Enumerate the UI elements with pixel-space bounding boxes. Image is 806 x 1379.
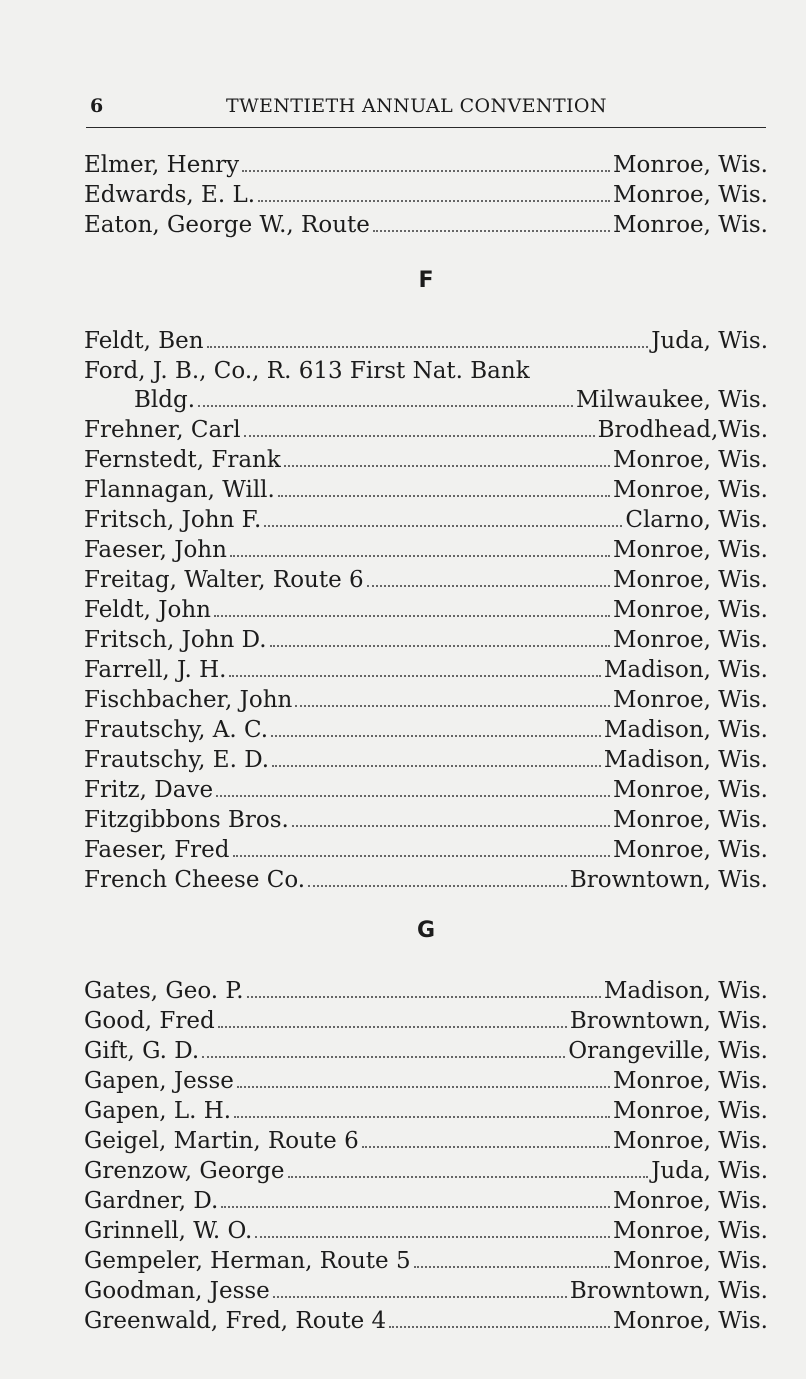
dot-leader — [308, 885, 567, 887]
list-item — [84, 1276, 768, 1306]
list-item — [84, 1306, 768, 1336]
list-item — [84, 326, 768, 356]
entry-place: Monroe, Wis. — [613, 1188, 768, 1214]
entry-name: Fischbacher, John — [84, 687, 293, 713]
dot-leader — [258, 200, 610, 202]
list-item — [84, 1216, 768, 1246]
entry-place: Monroe, Wis. — [613, 837, 768, 863]
list-item — [84, 210, 768, 240]
entry-name: Frautschy, E. D. — [84, 747, 270, 773]
entry-place: Milwaukee, Wis. — [576, 387, 768, 413]
running-head-title: TWENTIETH ANNUAL CONVENTION — [226, 95, 607, 117]
list-item — [84, 180, 768, 210]
dot-leader — [273, 1296, 567, 1298]
entry-place: Madison, Wis. — [603, 747, 768, 773]
entry-place: Monroe, Wis. — [613, 687, 768, 713]
page-header — [0, 93, 806, 123]
entry-name: French Cheese Co. — [84, 867, 306, 893]
entry-place: Monroe, Wis. — [613, 627, 768, 653]
dot-leader — [292, 825, 610, 827]
dot-leader — [234, 1116, 610, 1118]
entry-place: Browntown, Wis. — [569, 867, 768, 893]
entry-name: Gift, G. D. — [84, 1038, 200, 1064]
list-item — [84, 445, 768, 475]
entry-place: Monroe, Wis. — [613, 537, 768, 563]
list-item — [84, 1126, 768, 1156]
list-item — [84, 1006, 768, 1036]
dot-leader — [230, 555, 610, 557]
section-g-entries — [84, 976, 768, 1336]
dot-leader — [288, 1176, 649, 1178]
list-item — [84, 1156, 768, 1186]
entry-place: Monroe, Wis. — [613, 597, 768, 623]
dot-leader — [229, 675, 600, 677]
entry-place: Monroe, Wis. — [613, 1128, 768, 1154]
dot-leader — [295, 705, 610, 707]
entry-name: Freitag, Walter, Route 6 — [84, 567, 364, 593]
entry-place: Juda, Wis. — [651, 1158, 768, 1184]
list-item — [84, 655, 768, 685]
header-rule — [86, 127, 766, 128]
list-item — [84, 685, 768, 715]
entry-place: Madison, Wis. — [603, 717, 768, 743]
list-item — [84, 865, 768, 895]
entry-place: Monroe, Wis. — [613, 182, 768, 208]
entry-place: Browntown, Wis. — [569, 1008, 768, 1034]
list-item — [84, 1096, 768, 1126]
entry-place: Monroe, Wis. — [613, 777, 768, 803]
list-item — [84, 505, 768, 535]
entry-name: Feldt, John — [84, 597, 211, 623]
entry-name: Fritz, Dave — [84, 777, 214, 803]
entry-name: Feldt, Ben — [84, 328, 204, 354]
list-item — [84, 535, 768, 565]
list-item — [84, 835, 768, 865]
entry-name: Grinnell, W. O. — [84, 1218, 253, 1244]
entry-name: Fitzgibbons Bros. — [84, 807, 289, 833]
entry-place: Monroe, Wis. — [613, 1098, 768, 1124]
entry-name: Ford, J. B., Co., R. 613 First Nat. Bank — [84, 358, 530, 384]
list-item — [84, 1186, 768, 1216]
dot-leader — [244, 435, 595, 437]
dot-leader — [362, 1146, 610, 1148]
dot-leader — [255, 1236, 610, 1238]
entry-name: Farrell, J. H. — [84, 657, 227, 683]
list-item — [84, 805, 768, 835]
entry-name: Faeser, John — [84, 537, 227, 563]
entry-name: Bldg. — [134, 387, 196, 413]
dot-leader — [271, 735, 601, 737]
section-letter-g: G — [416, 918, 436, 943]
entry-name: Fritsch, John D. — [84, 627, 267, 653]
entry-place: Monroe, Wis. — [613, 477, 768, 503]
entry-place: Clarno, Wis. — [625, 507, 768, 533]
dot-leader — [214, 615, 610, 617]
entry-place: Orangeville, Wis. — [568, 1038, 768, 1064]
list-item — [84, 1036, 768, 1066]
entry-place: Brodhead,Wis. — [597, 417, 768, 443]
entry-place: Monroe, Wis. — [613, 567, 768, 593]
entry-name: Gates, Geo. P. — [84, 978, 244, 1004]
list-item — [84, 385, 768, 415]
entry-name: Flannagan, Will. — [84, 477, 275, 503]
entry-name: Grenzow, George — [84, 1158, 285, 1184]
entry-name: Gapen, L. H. — [84, 1098, 232, 1124]
list-item — [84, 1246, 768, 1276]
entry-place: Browntown, Wis. — [569, 1278, 768, 1304]
entry-place: Monroe, Wis. — [613, 212, 768, 238]
entry-place: Juda, Wis. — [651, 328, 768, 354]
page-number: 6 — [90, 95, 104, 117]
dot-leader — [242, 170, 610, 172]
list-item — [84, 565, 768, 595]
list-item — [84, 1066, 768, 1096]
dot-leader — [198, 405, 573, 407]
entry-place: Monroe, Wis. — [613, 1308, 768, 1334]
section-letter-f: F — [418, 268, 434, 293]
list-item — [84, 745, 768, 775]
dot-leader — [270, 645, 610, 647]
entry-name: Gapen, Jesse — [84, 1068, 234, 1094]
entry-place: Monroe, Wis. — [613, 1068, 768, 1094]
entry-name: Elmer, Henry — [84, 152, 240, 178]
list-item — [84, 475, 768, 505]
dot-leader — [207, 346, 649, 348]
dot-leader — [237, 1086, 610, 1088]
entry-name: Frautschy, A. C. — [84, 717, 269, 743]
dot-leader — [414, 1266, 610, 1268]
section-f-entries — [84, 326, 768, 895]
dot-leader — [218, 1026, 567, 1028]
list-item — [84, 625, 768, 655]
dot-leader — [264, 525, 622, 527]
entry-name: Gempeler, Herman, Route 5 — [84, 1248, 411, 1274]
list-item — [84, 415, 768, 445]
dot-leader — [367, 585, 610, 587]
dot-leader — [272, 765, 601, 767]
entry-name: Faeser, Fred — [84, 837, 230, 863]
list-item — [84, 775, 768, 805]
entry-name: Edwards, E. L. — [84, 182, 256, 208]
dot-leader — [373, 230, 610, 232]
list-item — [84, 715, 768, 745]
entry-place: Monroe, Wis. — [613, 1218, 768, 1244]
entry-name: Greenwald, Fred, Route 4 — [84, 1308, 387, 1334]
entry-name: Good, Fred — [84, 1008, 215, 1034]
dot-leader — [221, 1206, 610, 1208]
section-e-entries — [84, 150, 768, 240]
dot-leader — [247, 996, 601, 998]
dot-leader — [202, 1056, 565, 1058]
dot-leader — [216, 795, 610, 797]
entry-name: Gardner, D. — [84, 1188, 219, 1214]
list-item — [84, 595, 768, 625]
entry-name: Fernstedt, Frank — [84, 447, 281, 473]
dot-leader — [284, 465, 610, 467]
entry-place: Monroe, Wis. — [613, 807, 768, 833]
entry-place: Monroe, Wis. — [613, 152, 768, 178]
entry-name: Geigel, Martin, Route 6 — [84, 1128, 359, 1154]
dot-leader — [278, 495, 610, 497]
dot-leader — [233, 855, 610, 857]
entry-place: Madison, Wis. — [603, 978, 768, 1004]
entry-place: Monroe, Wis. — [613, 1248, 768, 1274]
list-item — [84, 150, 768, 180]
entry-place: Monroe, Wis. — [613, 447, 768, 473]
dot-leader — [389, 1326, 610, 1328]
entry-place: Madison, Wis. — [603, 657, 768, 683]
list-item — [84, 356, 768, 385]
entry-name: Frehner, Carl — [84, 417, 241, 443]
entry-name: Goodman, Jesse — [84, 1278, 270, 1304]
entry-name: Fritsch, John F. — [84, 507, 262, 533]
entry-name: Eaton, George W., Route — [84, 212, 370, 238]
list-item — [84, 976, 768, 1006]
